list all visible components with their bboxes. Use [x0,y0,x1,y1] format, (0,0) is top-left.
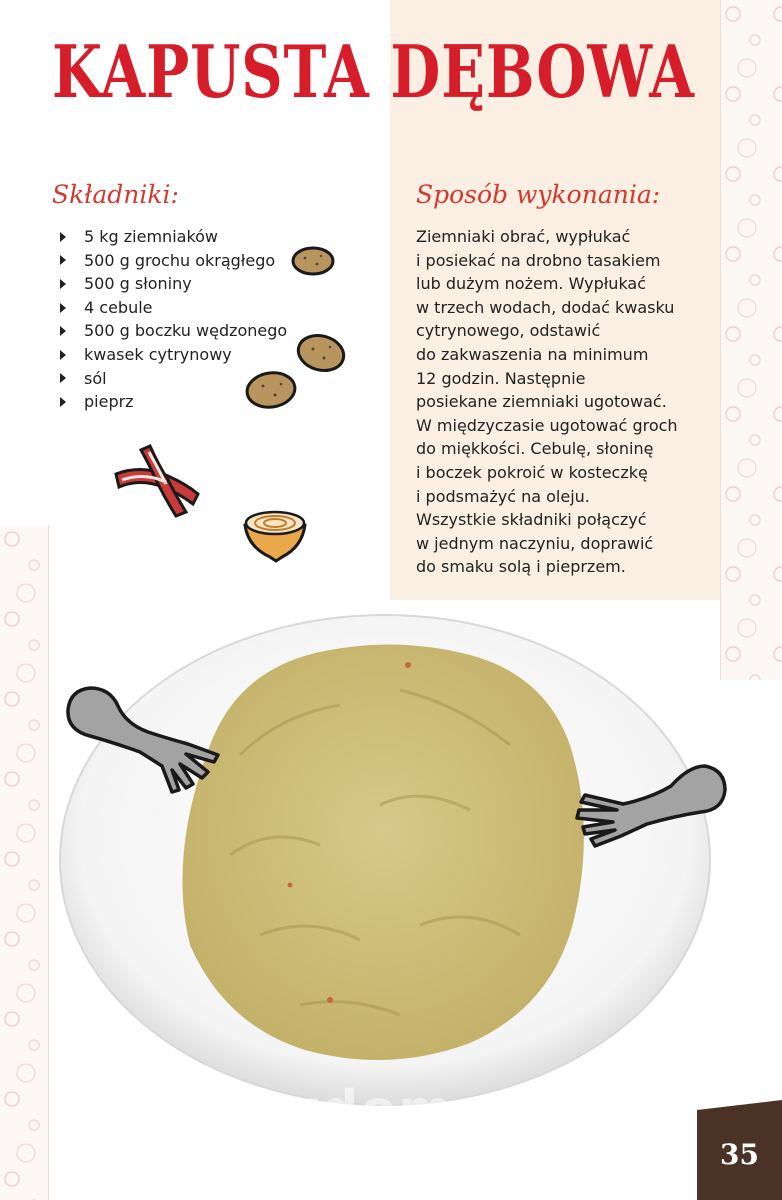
bullet-icon [60,255,66,265]
bacon-icon [110,440,206,520]
ingredient-item: 500 g grochu okrągłego [52,249,287,273]
bullet-icon [60,232,66,242]
ingredient-item: 4 cebule [52,296,287,320]
ingredients-heading: Składniki: [52,180,179,209]
bullet-icon [60,350,66,360]
bullet-icon [60,303,66,313]
bullet-icon [60,326,66,336]
watermark: wedlinydomowe.pl [80,1080,661,1140]
ingredient-item: pieprz [52,390,287,414]
decorative-pattern-right [720,0,782,680]
ingredient-item: 5 kg ziemniaków [52,225,287,249]
fork-icon [555,758,730,873]
page-number: 35 [720,1138,759,1171]
ingredient-item: 500 g boczku wędzonego [52,319,287,343]
potato-icon [243,368,299,412]
fork-icon [62,680,232,810]
recipe-title: KAPUSTA DĘBOWA [52,29,695,114]
method-text: Ziemniaki obrać, wypłukać i posiekać na drobno tasakiem lub dużym nożem. Wypłukać w trzech wodach, dodać kwasku cytrynowego, odstawić do zakwaszenia na minimum 12 godzin. Następnie posiekane ziemniaki ugotować. W międzyczasie ugotować groch do miękkości. Cebulę, słoninę i boczek pokroić w kosteczkę i podsmażyć na oleju. Wszystkie składniki połączyć w jednym naczyniu, doprawić do smaku solą i pieprzem. [416,227,678,577]
potato-icon [294,330,348,376]
bullet-icon [60,373,66,383]
onion-icon [240,505,310,563]
ingredient-item: sól [52,367,287,391]
ingredient-item: kwasek cytrynowy [52,343,287,367]
ingredient-item: 500 g słoniny [52,272,287,296]
bullet-icon [60,279,66,289]
method-heading: Sposób wykonania: [416,180,661,209]
bullet-icon [60,397,66,407]
potato-icon [290,244,336,278]
